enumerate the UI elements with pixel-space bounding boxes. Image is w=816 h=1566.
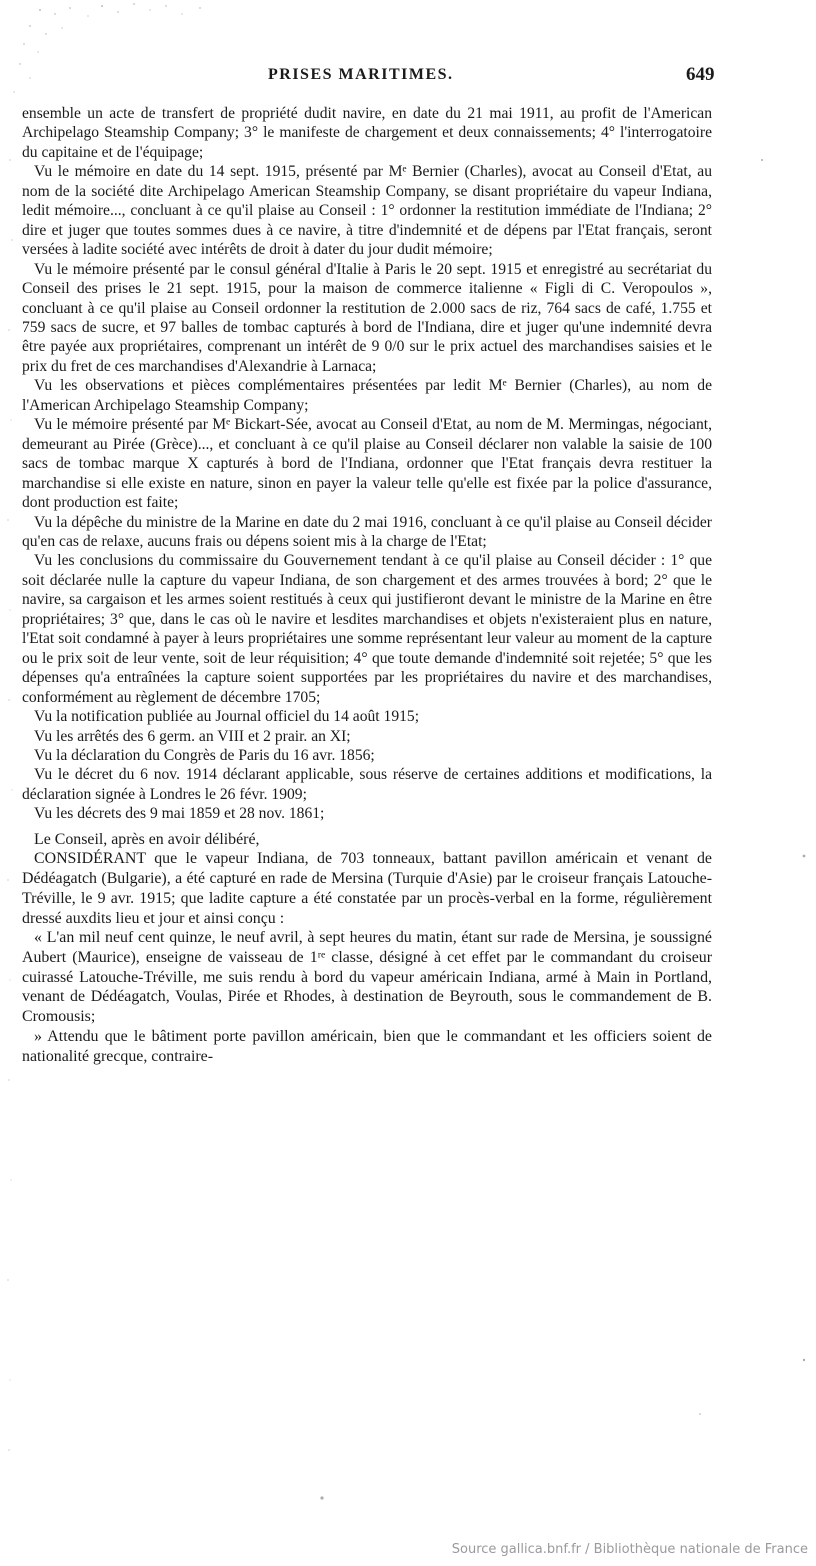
running-title: PRISES MARITIMES. [268,66,454,83]
paragraph: Vu les décrets des 9 mai 1859 et 28 nov. 1861; [34,805,325,823]
paragraph: Vu le mémoire présenté par le consul général d'Italie à Paris le 20 sept. 1915 et enregistré au secrétariat du Conseil des prises le 21 sept. 1915, pour la maison de commerce italienne « Figli di C. Veropoulos », concluant à ce qu'il plaise au Conseil ordonner la restitution de 2.000 sacs de riz, 764 sacs de café, 1.755 et 759 sacs de sucre, et 97 balles de tombac capturés à bord de l'Indiana, dire et juger qu'une indemnité devra être payée aux propriétaires, comprenant un intérêt de 9 0/0 sur le prix actuel des marchandises saisies et le prix du fret de ces marchandises d'Alexandrie à Larnaca; [22,260,712,375]
body-text [22,104,712,1066]
page-number: 649 [686,64,715,85]
paragraph: Vu le mémoire en date du 14 sept. 1915, présenté par Mᵉ Bernier (Charles), avocat au Conseil d'Etat, au nom de la société dite Archipelago American Steamship Company, se disant propriétaire du vapeur Indiana, ledit mémoire..., concluant à ce qu'il plaise au Conseil : 1° ordonner la restitution immédiate de l'Indiana; 2° dire et juger que toutes sommes dues à ce navire, à titre d'indemnité et de dépens par l'Etat français, seront versées à ladite société avec intérêts de droit à dater du jour dudit mémoire; [22,163,712,259]
source-attribution: Source gallica.bnf.fr / Bibliothèque nationale de France [451,1542,808,1557]
paragraph: Vu la déclaration du Congrès de Paris du 16 avr. 1856; [34,746,375,764]
paragraph: ensemble un acte de transfert de propriété dudit navire, en date du 21 mai 1911, au profit de l'American Archipelago Steamship Company; 3° le manifeste de chargement et deux connaissements; 4° l'interrogatoire du capitaine et de l'équipage; [22,105,712,161]
paragraph: CONSIDÉRANT que le vapeur Indiana, de 703 tonneaux, battant pavillon américain et venant de Dédéagatch (Bulgarie), a été capturé en rade de Mersina (Turquie d'Asie) par le croiseur français Latouche-Tréville, le 9 avr. 1915; que ladite capture a été constatée par un procès-verbal en la forme, régulièrement dressé auxdits lieu et jour et ainsi conçu : [22,850,712,927]
paragraph: Vu les arrêtés des 6 germ. an VIII et 2 prair. an XI; [34,727,351,745]
paragraph: « L'an mil neuf cent quinze, le neuf avril, à sept heures du matin, étant sur rade de Mersina, je soussigné Aubert (Maurice), enseigne de vaisseau de 1ʳᵉ classe, désigné à cet effet par le commandant du croiseur cuirassé Latouche-Tréville, me suis rendu à bord du vapeur américain Indiana, armé à Main in Portland, venant de Dédéagatch, Voulas, Pirée et Rhodes, à destination de Beyrouth, sous le commandement de B. Cromousis; [22,929,712,1026]
paragraph: » Attendu que le bâtiment porte pavillon américain, bien que le commandant et les officiers soient de nationalité grecque, contraire- [22,1027,712,1065]
paragraph: Vu les conclusions du commissaire du Gouvernement tendant à ce qu'il plaise au Conseil décider : 1° que soit déclarée nulle la capture du vapeur Indiana, de son chargement et des armes trouvées à bord; 2° que le navire, sa cargaison et les armes soient restitués à ceux qui justifieront devant le ministre de la Marine en être propriétaires; 3° que, dans le cas où le navire et lesdites marchandises et objets n'existeraient plus en nature, l'Etat soit condamné à payer à leurs propriétaires une somme représentant leur valeur au moment de la capture ou le prix soit de leur vente, soit de leur réquisition; 4° que toute demande d'indemnité soit rejetée; 5° que les dépenses qu'a entraînées la capture soient supportées par les propriétaires du navire et des marchandises, conformément au règlement de décembre 1705; [22,552,712,706]
paragraph: Vu les observations et pièces complémentaires présentées par ledit Mᵉ Bernier (Charles), au nom de l'American Archipelago Steamship Company; [22,377,712,414]
paragraph: Vu la dépêche du ministre de la Marine en date du 2 mai 1916, concluant à ce qu'il plaise au Conseil décider qu'en cas de relaxe, aucuns frais ou dépens soient mis à la charge de l'Etat; [22,513,712,550]
paragraph: Vu le décret du 6 nov. 1914 déclarant applicable, sous réserve de certaines additions et modifications, la déclaration signée à Londres le 26 févr. 1909; [22,766,712,803]
page-header [20,66,720,88]
paragraph: Vu la notification publiée au Journal officiel du 14 août 1915; [34,708,420,726]
paragraph: Le Conseil, après en avoir délibéré, [34,830,260,848]
paragraph: Vu le mémoire présenté par Mᵉ Bickart-Sée, avocat au Conseil d'Etat, au nom de M. Mermingas, négociant, demeurant au Pirée (Grèce)..., et concluant à ce qu'il plaise au Conseil déclarer non valable la saisie de 100 sacs de tombac marque X capturés à bord de l'Indiana, ordonner que l'Etat français devra restituer la marchandise si elle existe en nature, sinon en payer la valeur telle qu'elle est fixée par la police d'assurance, dont production est faite; [22,416,712,512]
